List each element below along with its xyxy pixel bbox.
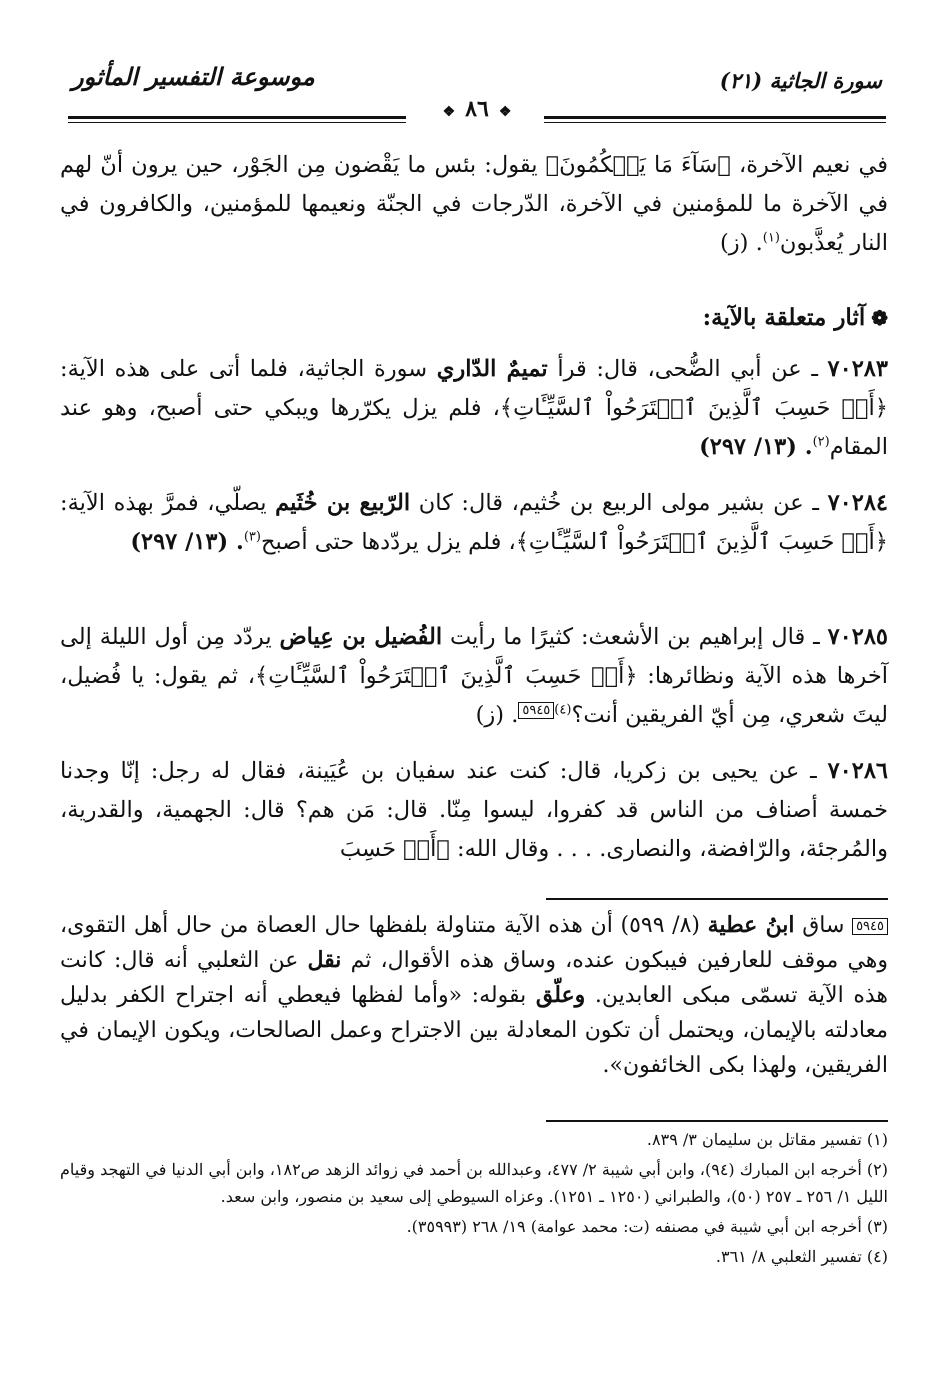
footnote: (١) تفسير مقاتل بن سليمان ٣/ ٨٣٩.: [646, 1130, 888, 1149]
ornament-left: ❖: [442, 104, 456, 120]
running-header: [72, 62, 882, 122]
footnote-ref: (٤): [554, 702, 572, 718]
commentator-name: ابنُ عطية: [707, 912, 795, 938]
surah-title: سورة الجاثية (٢١): [719, 68, 882, 93]
ornament-right: ❖: [498, 104, 512, 120]
header-rule-thin: [68, 122, 406, 123]
intro-line: في نعيم الآخرة، ﴿سَآءَ مَا يَحۡكُمُونَ﴾ يقول: بئس ما يَقْضون مِن الجَوْر، حين يرون أنّ لهم: [60, 152, 888, 178]
intro-paragraph: [60, 146, 888, 263]
narration-text: ـ قال إبراهيم بن الأشعث: كثيرًا ما رأيت: [442, 624, 828, 650]
narrator-name: الرّبيع بن خُثَيم: [275, 490, 411, 516]
narrator-name: الفُضيل بن عِياض: [279, 624, 443, 650]
narration-text: يصلّي، فمرَّ بهذه الآية: ﴿أَمۡ حَسِبَ ٱلَّذِينَ ٱجۡتَرَحُواْ ٱلسَّيِّـَٔاتِ﴾، فلم يزل يردّدها حتى أصبح: [60, 490, 888, 555]
narration-number: ٧٠٢٨٦: [827, 758, 888, 784]
intro-line: في النار يُعذَّبون: [60, 191, 888, 256]
commentary-text: ساق: [794, 913, 853, 938]
narration-number: ٧٠٢٨٣: [827, 356, 888, 382]
footnote: (٢) أخرجه ابن المبارك (٩٤)، وابن أبي شيبة ٢/ ٤٧٧، وعبدالله بن أحمد في زوائد الزهد ص١٨٢، وابن أبي الدنيا في التهجد وقيام الليل ١/ ٢٥٦ ـ ٢٥٧ (٥٠)، والطبراني (١٢٥٠ ـ ١٢٥١). وعزاه السيوطي إلى سعيد بن منصور، وابن سعد.: [60, 1160, 889, 1206]
header-rule: [68, 116, 406, 119]
book-title: موسوعة التفسير المأثور: [72, 62, 315, 91]
footnotes: [60, 1126, 888, 1273]
narration-text: سورة الجاثية، فلما أتى على هذه الآية: ﴿أَمۡ حَسِبَ ٱلَّذِينَ ٱجۡتَرَحُواْ ٱلسَّيِّـَٔاتِ﴾، فلم يزل يكرّرها ويبكي حتى أصبح، وهو عند المقام: [60, 356, 888, 460]
commentary-divider: [546, 898, 888, 900]
footnote-ref: (٢): [812, 434, 830, 450]
flower-icon: ❁: [871, 306, 888, 330]
footnote-ref: (٣): [243, 529, 261, 545]
source-tag: . (ز): [720, 230, 763, 256]
section-heading-text: آثار متعلقة بالآية:: [702, 304, 866, 331]
narration-entry: [60, 618, 888, 735]
commentary-text: بقوله: «وأما لفظها فيعطي أنه اجتراح الكفر بدليل معادلته بالإيمان، ويحتمل أن تكون المعادلة بين الاجتراح وعمل الصالحات، ويكون الإيمان في الفريقين، ولهذا بكى الخائفون».: [60, 983, 888, 1078]
footnote-ref: (١): [762, 230, 780, 246]
footnote: (٤) تفسير الثعلبي ٨/ ٣٦١.: [715, 1247, 888, 1266]
commentary-text: (٨/ ٥٩٩) أن هذه الآية متناولة بلفظها حال العصاة من حال أهل التقوى، وهي موقف للعارفين فيبكون عنده، وساق هذه الأقوال، ثم: [60, 913, 889, 973]
narration-entry: [60, 350, 888, 467]
volume-reference: . (١٣/ ٢٩٧): [699, 434, 813, 460]
commentary-box-marker: ٥٩٤٥: [518, 702, 554, 719]
footnote: (٣) أخرجه ابن أبي شيبة في مصنفه (ت: محمد عوامة) ١٩/ ٢٦٨ (٣٥٩٩٣).: [406, 1217, 888, 1236]
header-rule-thin: [544, 122, 886, 123]
narration-number: ٧٠٢٨٤: [827, 490, 888, 516]
commentary-keyword: وعلّق: [535, 982, 586, 1008]
page-number: ٨٦: [465, 96, 489, 122]
narration-text: ـ عن أبي الضُّحى، قال: قرأ: [547, 356, 828, 382]
volume-reference: . (١٣/ ٢٩٧): [130, 529, 244, 555]
header-rule: [544, 116, 886, 119]
section-heading: [60, 298, 888, 338]
commentary-text: عن الثعلبي أنه قال: كانت هذه الآية تسمّى مبكى العابدين.: [60, 948, 888, 1008]
commentary-block: [60, 908, 888, 1083]
footnote-divider: [546, 1120, 888, 1122]
narration-text: يردّد مِن أول الليلة إلى آخرها هذه الآية ونظائرها: ﴿أَمۡ حَسِبَ ٱلَّذِينَ ٱجۡتَرَحُواْ ٱلسَّيِّـَٔاتِ﴾، ثم يقول: يا فُضيل، ليتَ شعري، مِن أيّ الفريقين أنت؟: [60, 624, 888, 728]
narration-entry: [60, 752, 888, 869]
narration-text: ـ عن بشير مولى الربيع بن خُثيم، قال: كان: [410, 490, 828, 516]
narration-text: ـ عن يحيى بن زكريا، قال: كنت عند سفيان بن عُيَينة، فقال له رجل: إنّا وجدنا خمسة أصناف من الناس قد كفروا، ليسوا مِنّا. قال: مَن هم؟ قال: الجهمية، والقدرية، والمُرجئة، والرّافضة، والنصارى. . . . وقال الله: ﴿أَمۡ حَسِبَ: [60, 758, 888, 862]
intro-line: في الآخرة ما للمؤمنين في الآخرة، الدّرجات في الجنّة ونعيمها للمؤمنين، والكافرون: [99, 191, 888, 217]
narration-number: ٧٠٢٨٥: [827, 624, 889, 650]
commentary-box-marker: ٥٩٤٥: [852, 918, 888, 935]
commentary-keyword: نقل: [307, 947, 342, 973]
narration-entry: [60, 484, 888, 562]
narrator-name: تميمٌ الدّاري: [436, 356, 548, 382]
source-tag: . (ز): [475, 702, 519, 728]
